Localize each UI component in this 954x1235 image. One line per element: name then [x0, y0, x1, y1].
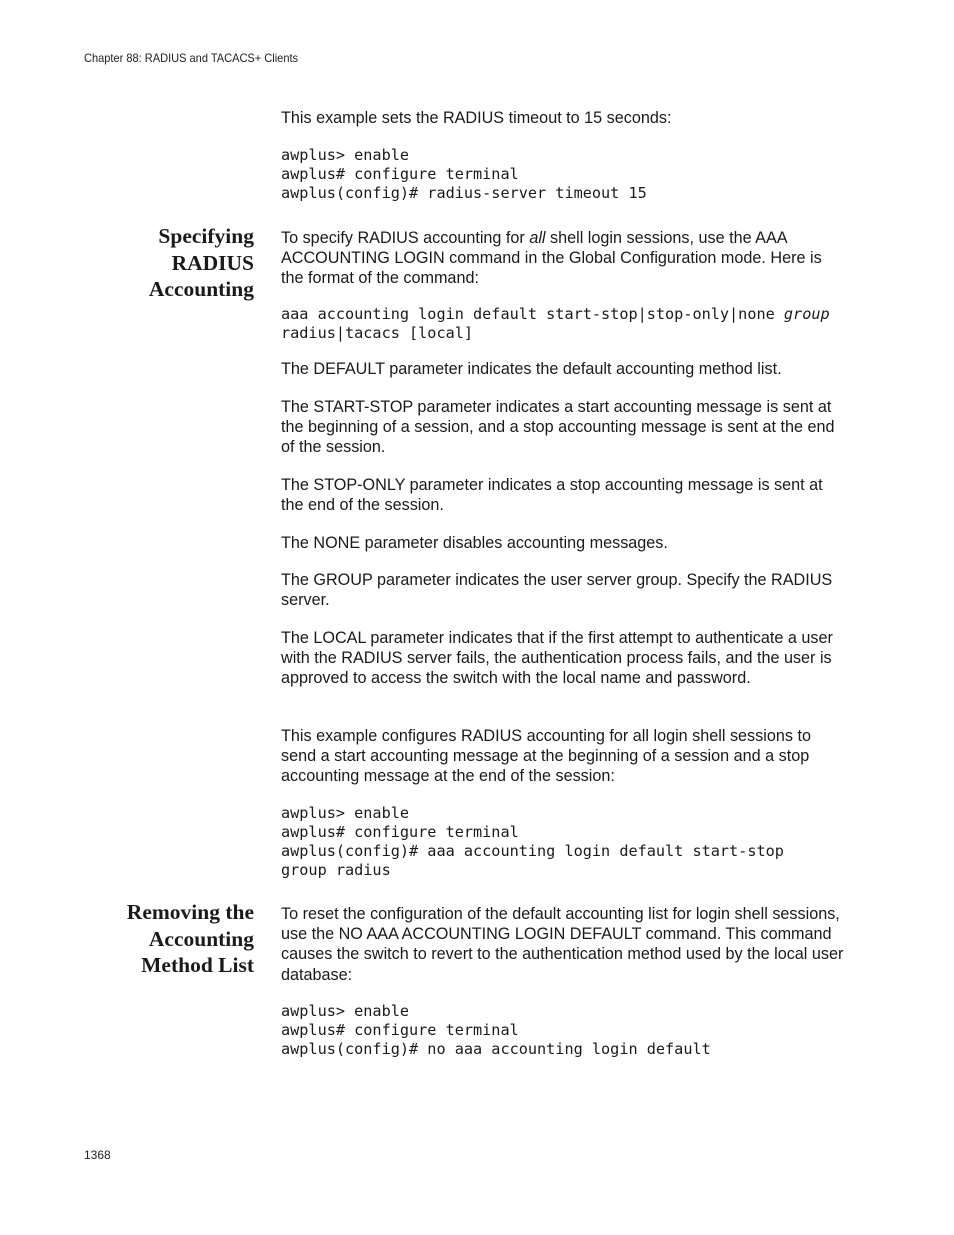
- heading-line: RADIUS: [171, 250, 254, 275]
- code-line: awplus(config)# no aaa accounting login default: [281, 1040, 711, 1058]
- heading-line: Accounting: [148, 926, 254, 951]
- heading-line: Method List: [141, 953, 254, 977]
- page-header-chapter: Chapter 88: RADIUS and TACACS+ Clients: [84, 51, 299, 65]
- command-format-block: [281, 305, 861, 343]
- code-line: awplus> enable: [281, 146, 410, 164]
- heading-line: Removing the: [126, 900, 254, 924]
- format-param-group: group: [783, 305, 830, 323]
- intro-paragraph: This example sets the RADIUS timeout to 15 seconds:: [281, 109, 672, 127]
- group-param-paragraph: The GROUP parameter indicates the user server group. Specify the RADIUS server.: [281, 571, 833, 610]
- accounting-code-block: [281, 804, 861, 880]
- accounting-example-paragraph: This example configures RADIUS accounting for all login shell sessions to send a start accounting message at the beginning of a session and a stop accounting message at the end of the session:: [281, 727, 811, 786]
- code-line: awplus(config)# radius-server timeout 15: [281, 184, 647, 202]
- code-line: awplus> enable: [281, 1002, 410, 1020]
- page-number: 1368: [84, 1148, 111, 1162]
- section-heading-removing-accounting-method-list: [54, 899, 254, 979]
- accounting-intro-paragraph: [281, 228, 846, 289]
- remove-code-block: [281, 1002, 861, 1059]
- heading-line: Accounting: [148, 277, 254, 301]
- intro-code-block: [281, 146, 861, 203]
- format-line: radius|tacacs [local]: [281, 324, 474, 342]
- code-line: awplus# configure terminal: [281, 823, 519, 841]
- start-stop-param-paragraph: The START-STOP parameter indicates a start accounting message is sent at the beginning of a session, and a stop accounting message is sent at the end of the session.: [281, 398, 835, 457]
- code-line: awplus# configure terminal: [281, 1021, 519, 1039]
- remove-intro-paragraph: To reset the configuration of the default accounting list for login shell sessions, use the NO AAA ACCOUNTING LOGIN DEFAULT command. This command causes the switch to revert to the authentication method used by the local user database:: [281, 905, 844, 984]
- stop-only-param-paragraph: The STOP-ONLY parameter indicates a stop accounting message is sent at the end of the session.: [281, 476, 823, 515]
- none-param-paragraph: The NONE parameter disables accounting messages.: [281, 534, 668, 552]
- code-line: group radius: [281, 861, 391, 879]
- code-line: awplus# configure terminal: [281, 165, 519, 183]
- code-line: awplus> enable: [281, 804, 410, 822]
- emphasis-text: all: [529, 229, 546, 247]
- heading-line: Specifying: [158, 224, 254, 248]
- code-line: awplus(config)# aaa accounting login default start-stop: [281, 842, 784, 860]
- local-param-paragraph: The LOCAL parameter indicates that if the first attempt to authenticate a user with the RADIUS server fails, the authentication process fails, and the user is approved to access the switch with the local name and password.: [281, 629, 833, 688]
- section-heading-specifying-radius-accounting: [54, 223, 254, 303]
- text-run: shell login sessions, use the AAA ACCOUNTING LOGIN command in the Global Configuration mode. Here is the format of the command:: [281, 229, 822, 288]
- text-run: To specify RADIUS accounting for: [281, 229, 530, 247]
- default-param-paragraph: The DEFAULT parameter indicates the default accounting method list.: [281, 360, 782, 378]
- format-line: aaa accounting login default start-stop|stop-only|none: [281, 305, 784, 323]
